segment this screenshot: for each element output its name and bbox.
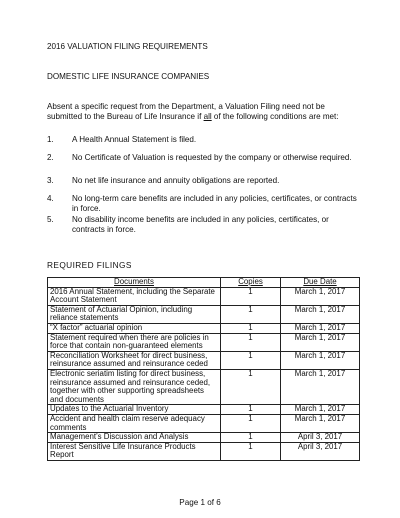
due-date-cell: March 1, 2017 — [281, 414, 360, 432]
condition-number: 3. — [47, 176, 54, 185]
copies-cell: 1 — [221, 405, 281, 415]
document-cell: Reconciliation Worksheet for direct business, reinsurance assumed and reinsurance ceded — [48, 351, 221, 369]
table-row — [48, 405, 360, 415]
table-row — [48, 333, 360, 351]
document-cell: Interest Sensitive Life Insurance Products Report — [48, 442, 221, 460]
copies-cell: 1 — [221, 442, 281, 460]
due-date-cell: March 1, 2017 — [281, 323, 360, 333]
page-title: 2016 VALUATION FILING REQUIREMENTS — [47, 42, 208, 51]
condition-text: No net life insurance and annuity obligations are reported. — [72, 176, 280, 185]
copies-cell: 1 — [221, 369, 281, 404]
document-cell: Management’s Discussion and Analysis — [48, 433, 221, 443]
due-date-cell: March 1, 2017 — [281, 305, 360, 323]
intro-emphasis: all — [203, 111, 212, 121]
table-row — [48, 351, 360, 369]
document-cell: Accident and health claim reserve adequacy comments — [48, 414, 221, 432]
condition-number: 2. — [47, 153, 54, 162]
table-header-row — [48, 278, 360, 288]
condition-number: 5. — [47, 215, 54, 224]
document-cell: Statement required when there are policies in force that contain non-guaranteed elements — [48, 333, 221, 351]
copies-cell: 1 — [221, 433, 281, 443]
intro-text-after: of the following conditions are met: — [211, 111, 339, 121]
page-subtitle: DOMESTIC LIFE INSURANCE COMPANIES — [47, 72, 210, 81]
copies-cell: 1 — [221, 414, 281, 432]
intro-paragraph — [47, 102, 357, 121]
condition-text: No disability income benefits are included in any policies, certificates, or contracts in force. — [72, 215, 329, 234]
condition-text: A Health Annual Statement is filed. — [72, 135, 197, 144]
page-number-footer: Page 1 of 6 — [179, 498, 221, 507]
due-date-cell: April 3, 2017 — [281, 442, 360, 460]
required-filings-table — [47, 277, 360, 461]
required-filings-heading: REQUIRED FILINGS — [47, 260, 132, 270]
document-cell: Electronic seriatim listing for direct business, reinsurance assumed and reinsurance ceded, together with other supporting spreadsheets and documents — [48, 369, 221, 404]
table-row — [48, 305, 360, 323]
condition-number: 4. — [47, 194, 54, 203]
document-cell: Statement of Actuarial Opinion, including reliance statements — [48, 305, 221, 323]
column-header-copies: Copies — [221, 278, 281, 288]
copies-cell: 1 — [221, 287, 281, 305]
table-row — [48, 369, 360, 404]
due-date-cell: April 3, 2017 — [281, 433, 360, 443]
document-cell: 2016 Annual Statement, including the Separate Account Statement — [48, 287, 221, 305]
condition-text: No Certificate of Valuation is requested by the company or otherwise required. — [72, 153, 352, 162]
due-date-cell: March 1, 2017 — [281, 351, 360, 369]
table-row — [48, 323, 360, 333]
intro-text-before: Absent a specific request from the Department, a Valuation Filing need not be submitted to the Bureau of Life Insurance if — [47, 102, 325, 121]
copies-cell: 1 — [221, 323, 281, 333]
due-date-cell: March 1, 2017 — [281, 369, 360, 404]
condition-text: No long-term care benefits are included in any policies, certificates, or contracts in force. — [72, 194, 357, 213]
table-row — [48, 414, 360, 432]
table-row — [48, 287, 360, 305]
condition-number: 1. — [47, 135, 54, 144]
due-date-cell: March 1, 2017 — [281, 333, 360, 351]
copies-cell: 1 — [221, 333, 281, 351]
column-header-due-date: Due Date — [281, 278, 360, 288]
table-row — [48, 433, 360, 443]
document-cell: Updates to the Actuarial Inventory — [48, 405, 221, 415]
table-row — [48, 442, 360, 460]
copies-cell: 1 — [221, 351, 281, 369]
copies-cell: 1 — [221, 305, 281, 323]
document-cell: “X factor” actuarial opinion — [48, 323, 221, 333]
due-date-cell: March 1, 2017 — [281, 287, 360, 305]
due-date-cell: March 1, 2017 — [281, 405, 360, 415]
column-header-documents: Documents — [48, 278, 221, 288]
